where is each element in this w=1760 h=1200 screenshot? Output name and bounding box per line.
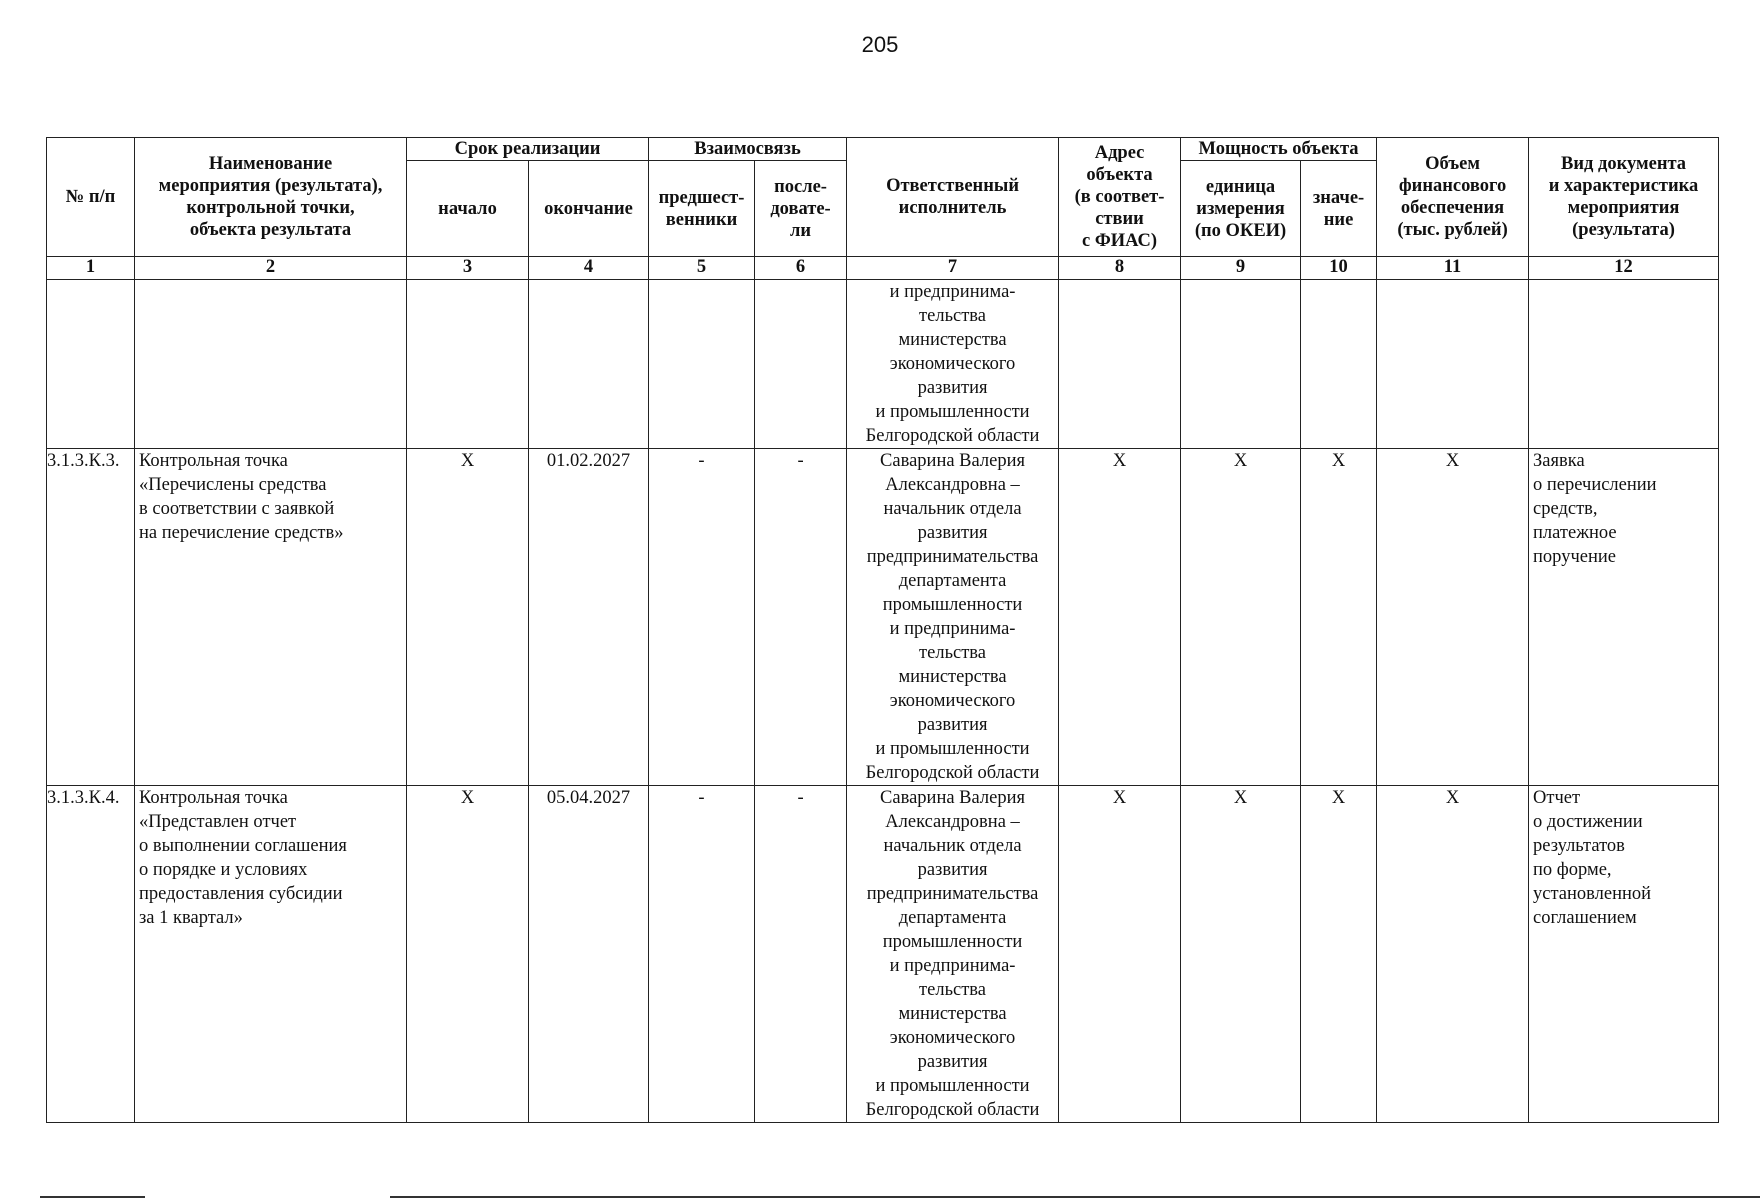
cell-responsible: Саварина Валерия Александровна – начальник отдела развития предпринимательства департамента промышленности и предпринима- тельства министерства экономического развития и промышленности Белгородской области <box>847 449 1059 786</box>
cell-predecessors: - <box>649 786 755 1123</box>
cell-document: Заявка о перечислении средств, платежное поручение <box>1529 449 1719 786</box>
header-number: № п/п <box>47 138 135 257</box>
cell-number <box>47 280 135 449</box>
header-term-group: Срок реализации <box>407 138 649 161</box>
cell-unit: Х <box>1181 786 1301 1123</box>
header-address: Адрес объекта (в соответ- ствии с ФИАС) <box>1059 138 1181 257</box>
cell-document <box>1529 280 1719 449</box>
cell-value <box>1301 280 1377 449</box>
cell-responsible: и предпринима- тельства министерства экономического развития и промышленности Белгородской области <box>847 280 1059 449</box>
cell-address: Х <box>1059 786 1181 1123</box>
cell-responsible: Саварина Валерия Александровна – начальник отдела развития предпринимательства департамента промышленности и предпринима- тельства министерства экономического развития и промышленности Белгородской области <box>847 786 1059 1123</box>
header-document: Вид документа и характеристика мероприятия (результата) <box>1529 138 1719 257</box>
cell-document: Отчет о достижении результатов по форме, установленной соглашением <box>1529 786 1719 1123</box>
column-number: 10 <box>1301 257 1377 280</box>
header-funding: Объем финансового обеспечения (тыс. рублей) <box>1377 138 1529 257</box>
cell-end <box>529 280 649 449</box>
header-name: Наименование мероприятия (результата), контрольной точки, объекта результата <box>135 138 407 257</box>
bottom-rule-right <box>390 1196 1760 1198</box>
cell-value: Х <box>1301 449 1377 786</box>
cell-end: 01.02.2027 <box>529 449 649 786</box>
column-number: 6 <box>755 257 847 280</box>
cell-name: Контрольная точка «Представлен отчет о выполнении соглашения о порядке и условиях предоставления субсидии за 1 квартал» <box>135 786 407 1123</box>
cell-value: Х <box>1301 786 1377 1123</box>
cell-funding: Х <box>1377 449 1529 786</box>
cell-address: Х <box>1059 449 1181 786</box>
column-number: 7 <box>847 257 1059 280</box>
column-number: 9 <box>1181 257 1301 280</box>
cell-successors: - <box>755 449 847 786</box>
header-link-group: Взаимосвязь <box>649 138 847 161</box>
column-number: 4 <box>529 257 649 280</box>
cell-address <box>1059 280 1181 449</box>
column-numbers-row <box>47 257 1719 280</box>
cell-funding <box>1377 280 1529 449</box>
header-responsible: Ответственный исполнитель <box>847 138 1059 257</box>
column-number: 5 <box>649 257 755 280</box>
cell-start: Х <box>407 786 529 1123</box>
table-row-3-1-3-k4 <box>47 786 1719 1123</box>
events-table <box>46 137 1719 1123</box>
cell-start: Х <box>407 449 529 786</box>
column-number: 12 <box>1529 257 1719 280</box>
cell-end: 05.04.2027 <box>529 786 649 1123</box>
page-number: 205 <box>861 32 899 57</box>
cell-successors: - <box>755 786 847 1123</box>
cell-unit <box>1181 280 1301 449</box>
bottom-rule-left <box>40 1196 145 1198</box>
header-unit: единица измерения (по ОКЕИ) <box>1181 161 1301 257</box>
column-number: 2 <box>135 257 407 280</box>
column-number: 8 <box>1059 257 1181 280</box>
cell-number: 3.1.3.К.3. <box>47 449 135 786</box>
column-number: 11 <box>1377 257 1529 280</box>
table-row-continuation <box>47 280 1719 449</box>
cell-unit: Х <box>1181 449 1301 786</box>
cell-number: 3.1.3.К.4. <box>47 786 135 1123</box>
column-number: 3 <box>407 257 529 280</box>
header-predecessors: предшест- венники <box>649 161 755 257</box>
header-value: значе- ние <box>1301 161 1377 257</box>
cell-funding: Х <box>1377 786 1529 1123</box>
cell-start <box>407 280 529 449</box>
header-capacity-group: Мощность объекта <box>1181 138 1377 161</box>
header-end: окончание <box>529 161 649 257</box>
cell-name <box>135 280 407 449</box>
cell-successors <box>755 280 847 449</box>
header-successors: после- довате- ли <box>755 161 847 257</box>
column-number: 1 <box>47 257 135 280</box>
cell-name: Контрольная точка «Перечислены средства в соответствии с заявкой на перечисление средств» <box>135 449 407 786</box>
cell-predecessors <box>649 280 755 449</box>
header-start: начало <box>407 161 529 257</box>
table-row-3-1-3-k3 <box>47 449 1719 786</box>
cell-predecessors: - <box>649 449 755 786</box>
